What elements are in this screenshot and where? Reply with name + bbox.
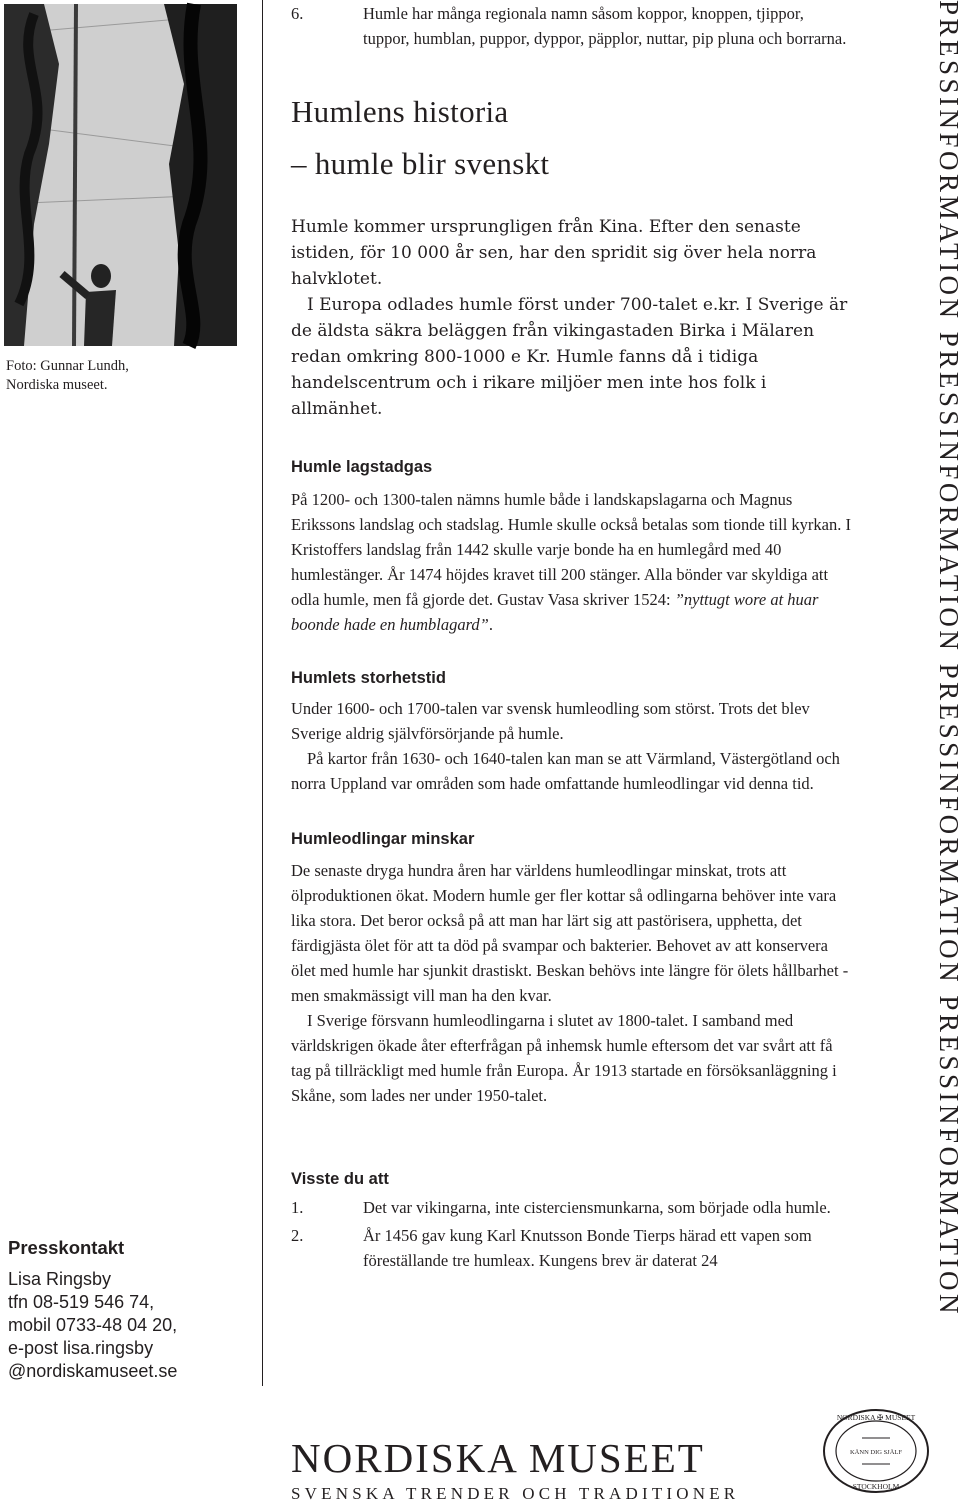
- list-item-number: 1.: [291, 1198, 304, 1217]
- list-item-number: 2.: [291, 1226, 304, 1245]
- list-item-text: År 1456 gav kung Karl Knutsson Bonde Tierps härad ett vapen som föreställande tre humleax. Kungens brev är daterat 24: [363, 1226, 812, 1270]
- intro-paragraph-2: I Europa odlades humle först under 700-talet e.kr. I Sverige är de äldsta säkra beläggen från vikingastaden Birka i Mälaren redan omkring 800-1000 e Kr. Humle fanns då i tidiga handelscentrum och i rikare miljöer men inte hos folk i allmänhet.: [291, 295, 848, 419]
- section-heading: Humle lagstadgas: [291, 458, 433, 476]
- list-item-text: Det var vikingarna, inte cisterciensmunkarna, som började odla humle.: [363, 1198, 831, 1217]
- vasa-quote: ”nyttugt wore at huar boonde hade en humblagard”: [291, 590, 819, 634]
- intro-paragraph-1: Humle kommer ursprungligen från Kina. Efter den senaste istiden, för 10 000 år sen, har den spridit sig över hela norra halvklotet.: [291, 217, 817, 289]
- photo-caption: [6, 357, 206, 395]
- contact-email-line-1[interactable]: e-post lisa.ringsby: [8, 1338, 154, 1358]
- list-item: [291, 1, 851, 51]
- contact-name: Lisa Ringsby: [8, 1269, 112, 1289]
- pressinformation-banner: [930, 0, 964, 1360]
- seal-top-text: NORDISKA ✠ MUSEET: [836, 1413, 916, 1422]
- contact-mobile: mobil 0733-48 04 20,: [8, 1315, 178, 1335]
- section-paragraph: I Sverige försvann humleodlingarna i slutet av 1800-talet. I samband med världskrigen ökade åter efterfrågan på inhemsk humle eftersom det var svårt att få tag på tillräckligt med humle från Europa. År 1913 startade en försöksanläggning i Skåne, som lades ner under 1950-talet.: [291, 1011, 837, 1105]
- logo-tagline: SVENSKA TRENDER OCH TRADITIONER: [291, 1484, 740, 1503]
- list-item: [291, 1223, 851, 1273]
- section-paragraph: Under 1600- och 1700-talen var svensk humleodling som störst. Trots det blev Sverige aldrig självförsörjande på humle.: [291, 699, 810, 743]
- column-divider: [262, 0, 263, 1386]
- photo-caption-line-1: Foto: Gunnar Lundh,: [6, 358, 129, 374]
- title-line-1: Humlens historia: [291, 94, 509, 129]
- page-title: [291, 86, 851, 190]
- list-item-number: 6.: [291, 4, 304, 23]
- contact-email-line-2[interactable]: @nordiskamuseet.se: [8, 1361, 178, 1381]
- hop-picker-photo: [4, 4, 237, 346]
- museum-logo: [291, 1436, 739, 1505]
- main-column: [291, 0, 851, 1273]
- lagstadgas-end: .: [488, 615, 493, 634]
- hop-photo-illustration: [4, 4, 237, 346]
- section-heading: Humleodlingar minskar: [291, 830, 475, 848]
- press-contact: [8, 1236, 248, 1383]
- photo-caption-line-2: Nordiska museet.: [6, 377, 108, 393]
- lagstadgas-text: På 1200- och 1300-talen nämns humle både i landskapslagarna och Magnus Erikssons landslag och stadslag. Humle skulle också betalas som tionde till kyrkan. I Kristoffers landslag från 1442 skulle varje bonde ha en humlegård med 40 humlestänger. År 1474 höjdes kravet till 200 stänger. Alla bönder var skyldiga att odla humle, men få gjorde det. Gustav Vasa skriver 1524:: [291, 490, 851, 609]
- section-heading: Humlets storhetstid: [291, 669, 446, 687]
- title-line-2: – humle blir svenskt: [291, 146, 550, 181]
- contact-phone: tfn 08-519 546 74,: [8, 1292, 155, 1312]
- list-item: [291, 1195, 851, 1220]
- section-paragraph: [291, 487, 851, 637]
- seal-bottom-text: STOCKHOLM: [852, 1482, 900, 1491]
- press-contact-heading: Presskontakt: [8, 1237, 125, 1258]
- seal-emblem: [822, 1408, 930, 1494]
- list-item-text: Humle har många regionala namn såsom koppor, knoppen, tjippor, tuppor, humblan, puppor, dyppor, päpplor, nuttar, pip pluna och borrarna.: [363, 4, 847, 48]
- section-paragraph: På kartor från 1630- och 1640-talen kan man se att Värmland, Västergötland och norra Uppland var områden som hade omfattande humleodlingar vid denna tid.: [291, 749, 840, 793]
- section-paragraph: De senaste dryga hundra åren har världens humleodlingar minskat, trots att ölproduktionen ökat. Modern humle ger fler kottar så odlingarna behöver inte vara lika stora. Det beror också på att man har lärt sig att pastörisera, upphetta, det färdigjästa ölet för att ta död på svampar och bakterier. Behovet av att konservera ölet med humle har sjunkit drastiskt. Beskan behövs inte längre för ölets hållbarhet - men smakmässigt vill man ha den kvar.: [291, 861, 849, 1005]
- seal-center-text: KÄNN DIG SJÄLF: [849, 1449, 903, 1456]
- logo-name: NORDISKA MUSEET: [291, 1435, 705, 1481]
- section-heading: Visste du att: [291, 1170, 389, 1188]
- banner-text: PRESSINFORMATION PRESSINFORMATION PRESSINFORMATION PRESSINFORMATION: [934, 0, 964, 1317]
- museum-seal: [822, 1408, 930, 1494]
